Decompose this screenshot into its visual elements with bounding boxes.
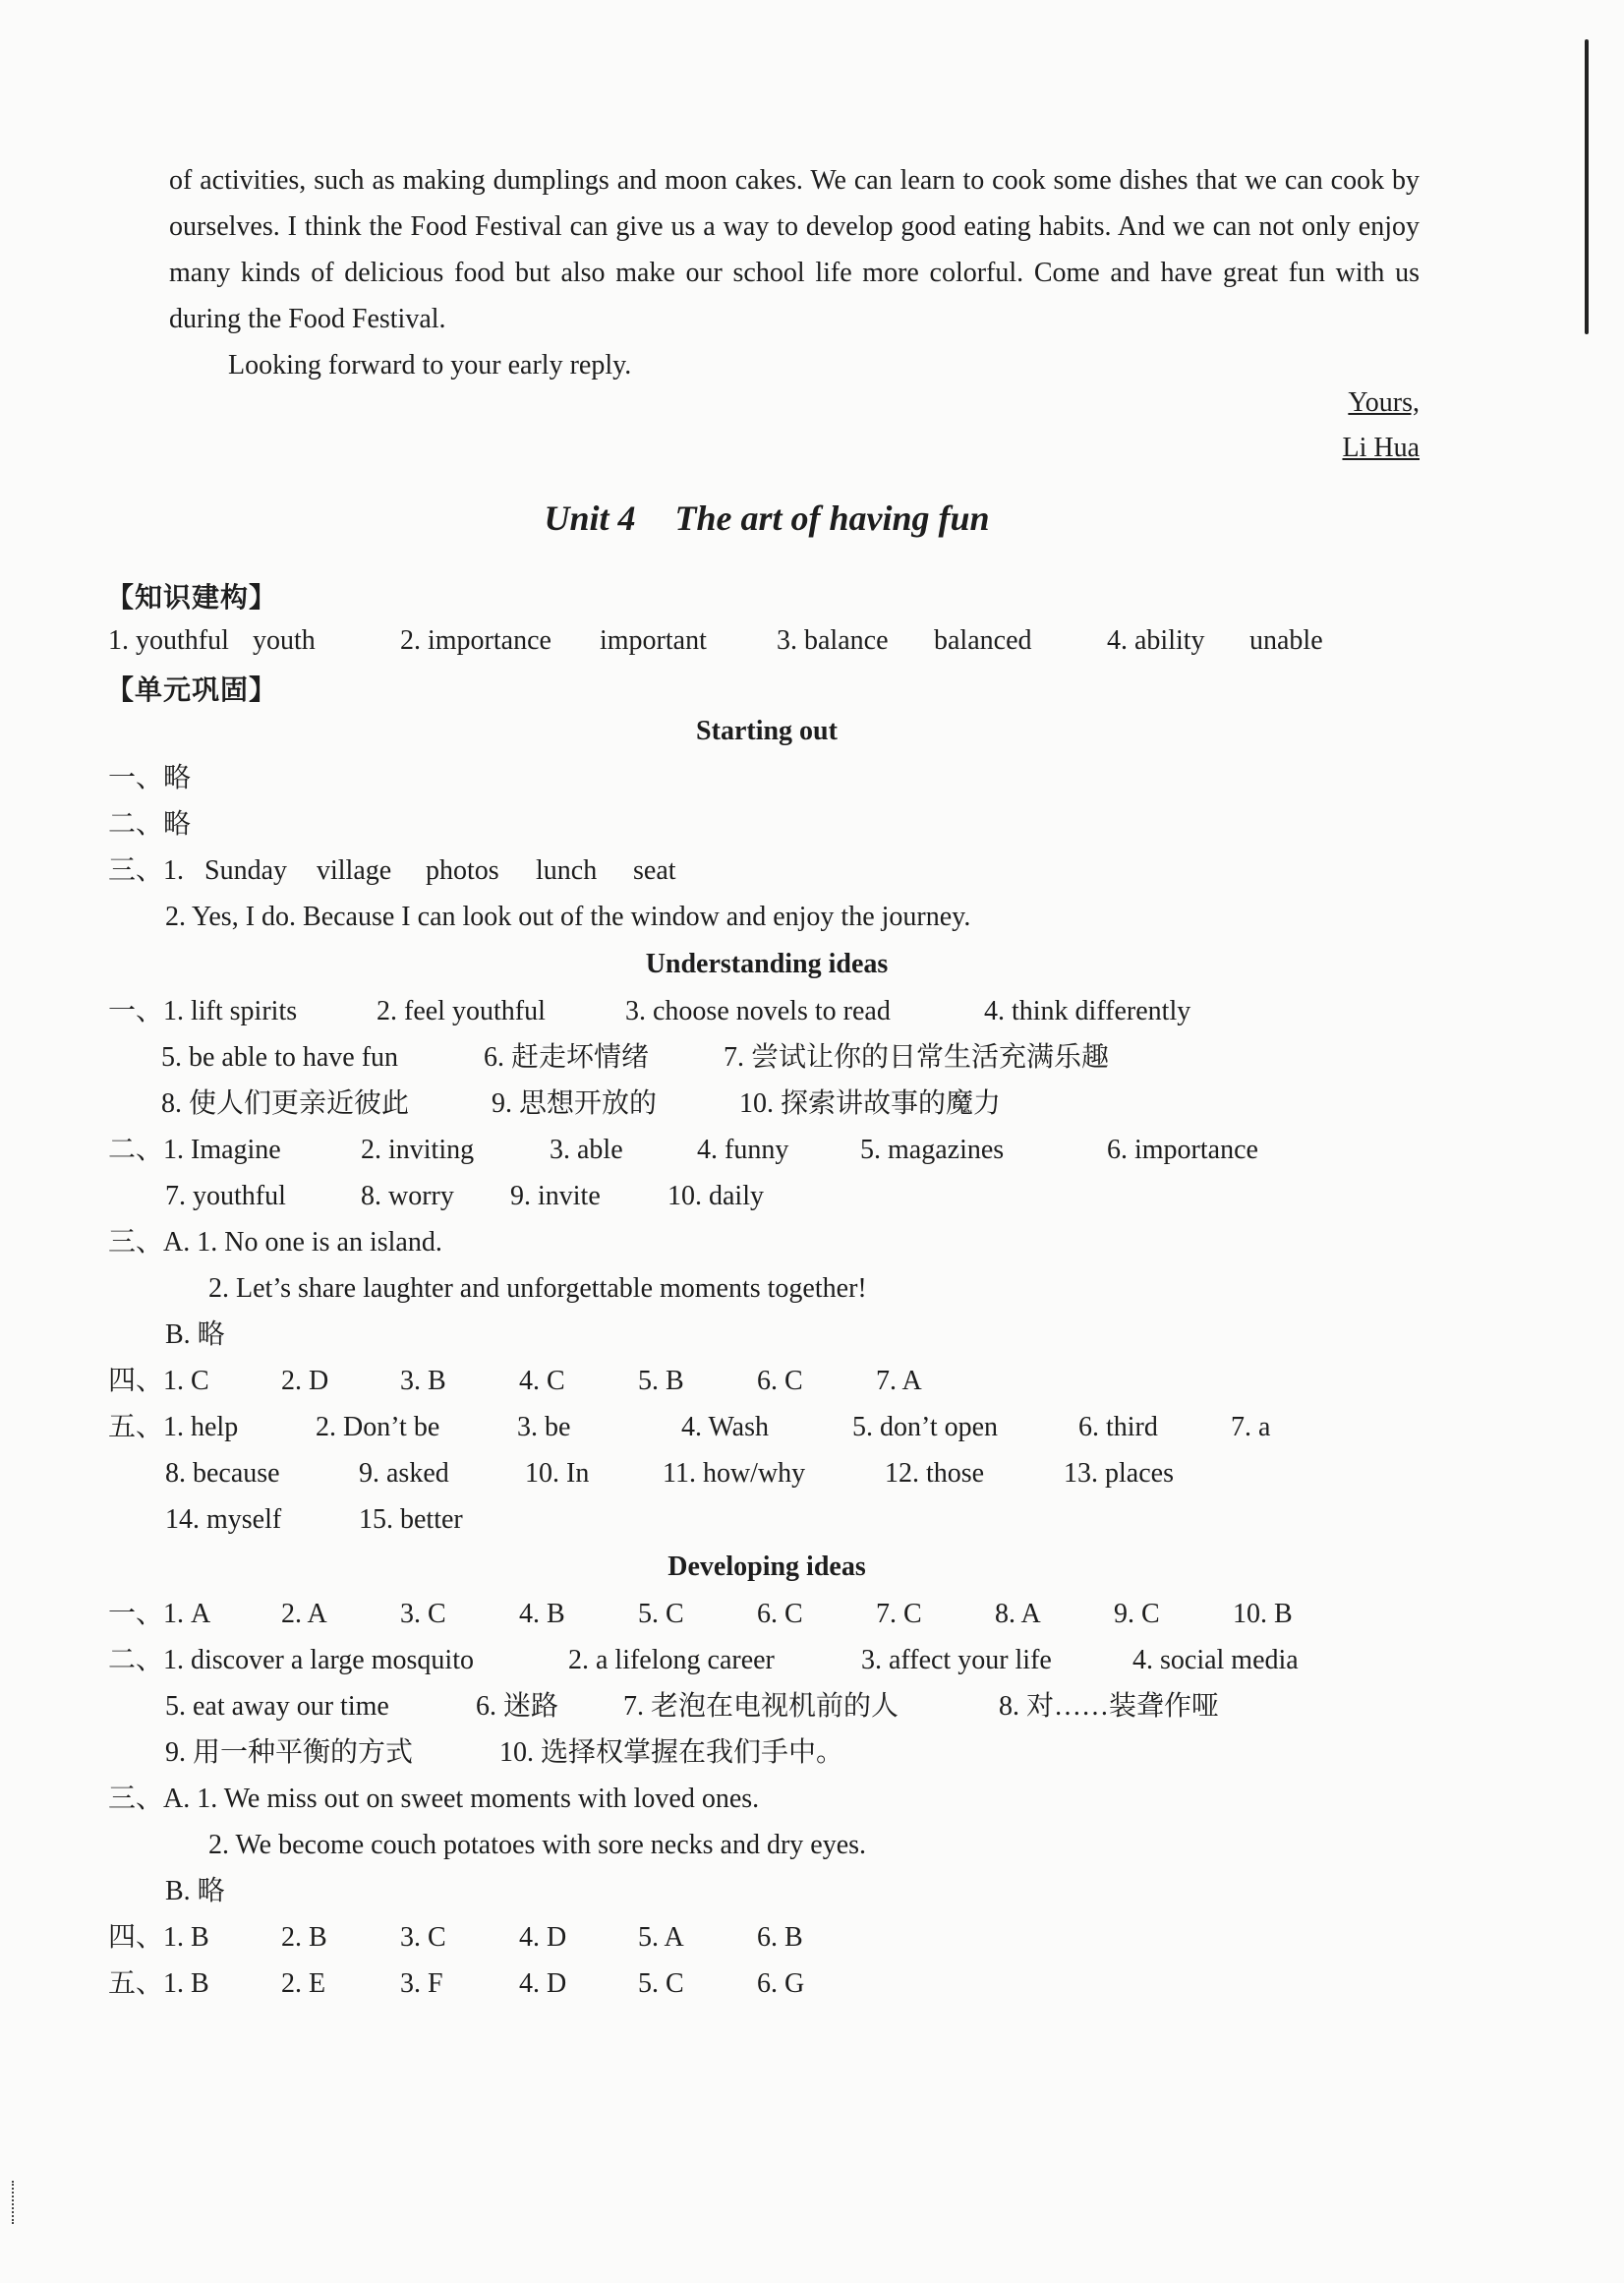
- answer-item: 8. 使人们更亲近彼此: [161, 1088, 410, 1119]
- answer-item: 7. a: [1231, 1412, 1271, 1442]
- answer-item: 5. C: [638, 1599, 684, 1629]
- answer-line: 三、A. 1. We miss out on sweet moments with loved ones.: [108, 1784, 760, 1814]
- answer-line: [108, 851, 676, 891]
- answer-item: 3. affect your life: [861, 1645, 1052, 1675]
- answer-item: 2. inviting: [361, 1135, 475, 1165]
- answer-item: 10. In: [525, 1458, 590, 1489]
- answer-item: 2. B: [281, 1922, 327, 1953]
- answer-line: [108, 1362, 922, 1401]
- answer-item: important: [600, 625, 707, 656]
- letter-yours: Yours,: [1348, 387, 1420, 418]
- answer-item: 3. C: [400, 1922, 446, 1953]
- answer-item: 3. choose novels to read: [625, 996, 891, 1026]
- answer-item: 2. Don’t be: [316, 1412, 440, 1442]
- knowledge-row: [108, 621, 1323, 661]
- unit-title: [0, 498, 1534, 539]
- answer-item: youth: [253, 625, 316, 656]
- answer-item: 4. Wash: [681, 1412, 770, 1442]
- answer-line: [165, 1454, 1174, 1493]
- review-heading: 【单元巩固】: [106, 675, 278, 706]
- answer-item: 1. youthful: [108, 625, 229, 656]
- answer-item: 6. B: [757, 1922, 803, 1953]
- answer-item: 7. 尝试让你的日常生活充满乐趣: [724, 1042, 1110, 1073]
- answer-item: 8. worry: [361, 1181, 454, 1211]
- letter-closing: Looking forward to your early reply.: [228, 350, 632, 380]
- knowledge-heading: 【知识建构】: [106, 583, 278, 614]
- answer-item: 二、1. discover a large mosquito: [108, 1645, 474, 1675]
- answer-item: 14. myself: [165, 1504, 282, 1535]
- answer-item: 四、1. C: [108, 1366, 209, 1396]
- answer-line: 2. Let’s share laughter and unforgettable moments together!: [208, 1273, 867, 1304]
- answer-item: 8. because: [165, 1458, 280, 1489]
- answer-item: 2. a lifelong career: [568, 1645, 775, 1675]
- answer-item: village: [317, 855, 392, 886]
- answer-item: 10. 探索讲故事的魔力: [739, 1088, 1002, 1119]
- unit-number: Unit 4: [544, 498, 636, 538]
- answer-item: 5. C: [638, 1968, 684, 1999]
- answer-item: balanced: [934, 625, 1032, 656]
- answer-item: 4. think differently: [984, 996, 1191, 1026]
- answer-item: 9. asked: [359, 1458, 449, 1489]
- answer-item: 6. 迷路: [476, 1691, 559, 1722]
- answer-item: 13. places: [1064, 1458, 1174, 1489]
- answer-item: 4. social media: [1132, 1645, 1299, 1675]
- answer-line: [165, 1687, 1219, 1727]
- answer-item: 2. feel youthful: [377, 996, 546, 1026]
- answer-item: 6. importance: [1107, 1135, 1258, 1165]
- answer-line: [108, 1595, 1293, 1634]
- answer-item: 5. B: [638, 1366, 684, 1396]
- answer-item: seat: [633, 855, 676, 886]
- answer-line: [108, 1964, 804, 2004]
- answer-item: 11. how/why: [663, 1458, 806, 1489]
- answer-item: 7. C: [876, 1599, 922, 1629]
- unit-name: The art of having fun: [674, 498, 990, 538]
- answer-item: 6. C: [757, 1366, 803, 1396]
- question-label: 三、1.: [108, 855, 185, 886]
- answer-line: [165, 1733, 843, 1773]
- scan-edge-line: [1585, 39, 1589, 334]
- answer-item: 15. better: [359, 1504, 463, 1535]
- answer-item: 3. C: [400, 1599, 446, 1629]
- answer-line: [161, 1038, 1109, 1078]
- answer-item: 3. F: [400, 1968, 443, 1999]
- section-understanding-ideas: Understanding ideas: [645, 949, 889, 979]
- answer-item: 二、1. Imagine: [108, 1135, 281, 1165]
- section-starting-out: Starting out: [696, 716, 838, 746]
- answer-line: [108, 992, 1190, 1031]
- answer-item: 4. B: [519, 1599, 565, 1629]
- answer-line: 一、略: [108, 763, 192, 793]
- answer-line: 二、略: [108, 809, 192, 840]
- answer-item: photos: [426, 855, 499, 886]
- letter-text: [169, 157, 1420, 388]
- answer-item: 5. don’t open: [852, 1412, 999, 1442]
- answer-item: lunch: [536, 855, 598, 886]
- answer-item: 6. third: [1078, 1412, 1158, 1442]
- answer-item: 五、1. help: [108, 1412, 239, 1442]
- binding-mark: [2, 2181, 14, 2224]
- answer-line: 三、A. 1. No one is an island.: [108, 1227, 442, 1258]
- answer-item: 4. ability: [1107, 625, 1205, 656]
- answer-item: 5. magazines: [860, 1135, 1005, 1165]
- answer-item: 7. youthful: [165, 1181, 286, 1211]
- answer-item: 9. invite: [510, 1181, 601, 1211]
- answer-item: 3. balance: [777, 625, 889, 656]
- answer-item: 2. importance: [400, 625, 551, 656]
- answer-item: 2. A: [281, 1599, 327, 1629]
- answer-line: B. 略: [165, 1876, 225, 1906]
- answer-line: B. 略: [165, 1319, 225, 1350]
- answer-item: 9. 思想开放的: [492, 1088, 658, 1119]
- answer-item: 8. A: [995, 1599, 1041, 1629]
- answer-item: 3. able: [550, 1135, 623, 1165]
- answer-item: 8. 对……装聋作哑: [999, 1691, 1220, 1722]
- answer-item: 10. B: [1233, 1599, 1293, 1629]
- answer-item: 2. E: [281, 1968, 326, 1999]
- answer-line: 2. We become couch potatoes with sore necks and dry eyes.: [208, 1830, 867, 1860]
- answer-item: 7. 老泡在电视机前的人: [623, 1691, 899, 1722]
- answer-item: 2. D: [281, 1366, 329, 1396]
- answer-item: 4. D: [519, 1968, 567, 1999]
- answer-item: 10. 选择权掌握在我们手中。: [499, 1737, 844, 1768]
- answer-item: 5. eat away our time: [165, 1691, 389, 1722]
- answer-item: 6. G: [757, 1968, 805, 1999]
- answer-line: [108, 1131, 1258, 1170]
- answer-item: 五、1. B: [108, 1968, 209, 1999]
- answer-item: 一、1. lift spirits: [108, 996, 298, 1026]
- answer-line: [165, 1177, 764, 1216]
- answer-item: 10. daily: [667, 1181, 764, 1211]
- answer-item: 5. A: [638, 1922, 684, 1953]
- answer-item: 四、1. B: [108, 1922, 209, 1953]
- answer-line: 2. Yes, I do. Because I can look out of the window and enjoy the journey.: [165, 902, 971, 932]
- answer-line: [108, 1918, 803, 1958]
- answer-item: 12. those: [885, 1458, 985, 1489]
- answer-item: 3. be: [517, 1412, 571, 1442]
- answer-item: 4. C: [519, 1366, 565, 1396]
- answer-item: 6. C: [757, 1599, 803, 1629]
- answer-item: 一、1. A: [108, 1599, 211, 1629]
- answer-line: [108, 1408, 1270, 1447]
- answer-item: 3. B: [400, 1366, 446, 1396]
- letter-paragraph: of activities, such as making dumplings and moon cakes. We can learn to cook some dishes that we can cook by ourselves. I think the Food Festival can give us a way to develop good eating habits. And we can not only enjoy many kinds of delicious food but also make our school life more colorful. Come and have great fun with us during the Food Festival.: [169, 165, 1420, 334]
- letter-signature: Li Hua: [1342, 433, 1420, 463]
- answer-item: 9. 用一种平衡的方式: [165, 1737, 414, 1768]
- answer-item: 5. be able to have fun: [161, 1042, 399, 1073]
- answer-item: 9. C: [1114, 1599, 1160, 1629]
- answer-item: 6. 赶走坏情绪: [484, 1042, 650, 1073]
- answer-item: Sunday: [204, 855, 287, 886]
- answer-item: 7. A: [876, 1366, 922, 1396]
- answer-item: 4. funny: [697, 1135, 789, 1165]
- answer-line: [161, 1084, 1001, 1124]
- answer-item: 4. D: [519, 1922, 567, 1953]
- answer-line: [108, 1641, 1299, 1680]
- answer-line: [165, 1500, 463, 1540]
- answer-item: unable: [1249, 625, 1323, 656]
- section-developing-ideas: Developing ideas: [667, 1551, 866, 1582]
